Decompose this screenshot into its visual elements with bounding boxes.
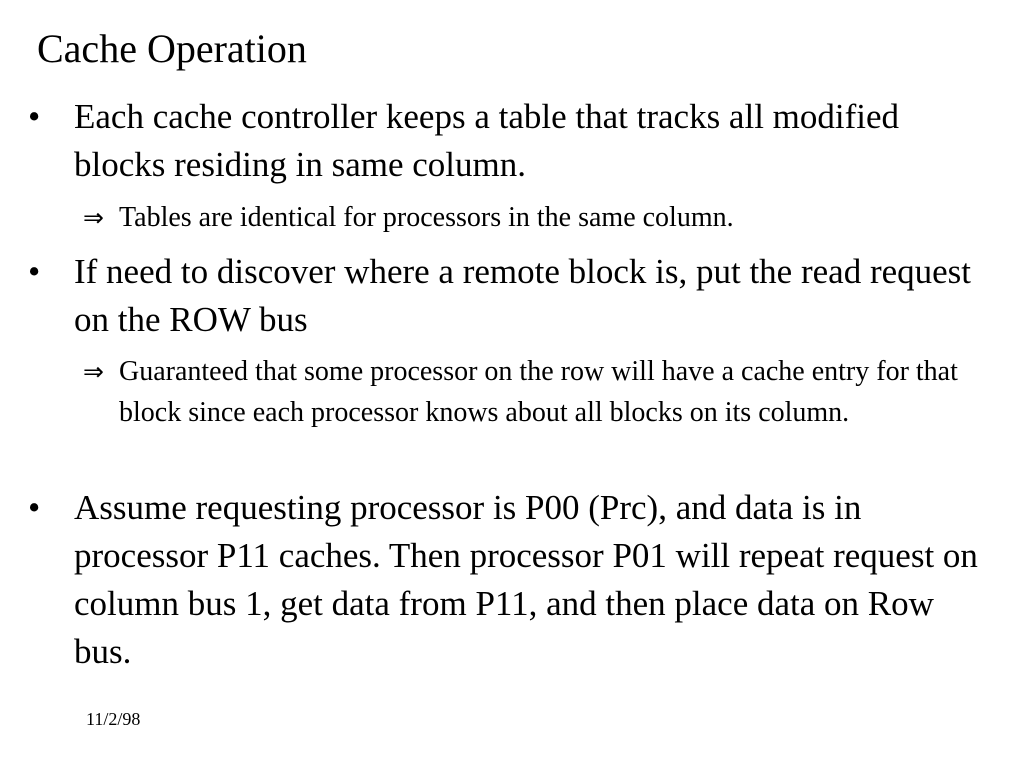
bullet-item bbox=[28, 484, 988, 676]
sub-bullet-item bbox=[83, 197, 963, 238]
footer-date: 11/2/98 bbox=[86, 709, 141, 729]
bullet-icon: • bbox=[28, 252, 41, 291]
bullet-text: Each cache controller keeps a table that tracks all modified blocks residing in same column. bbox=[74, 97, 900, 184]
implies-arrow-icon: ⇒ bbox=[83, 357, 104, 386]
slide-title: Cache Operation bbox=[37, 26, 307, 71]
sub-bullet-text: Guaranteed that some processor on the row will have a cache entry for that block since each processor knows about all blocks on its column. bbox=[119, 356, 958, 428]
sub-bullet-text: Tables are identical for processors in the same column. bbox=[119, 202, 734, 233]
bullet-text: If need to discover where a remote block is, put the read request on the ROW bus bbox=[74, 252, 972, 339]
sub-bullet-item bbox=[83, 351, 963, 433]
bullet-item bbox=[28, 93, 988, 189]
bullet-icon: • bbox=[28, 488, 41, 527]
bullet-item bbox=[28, 248, 988, 344]
bullet-text: Assume requesting processor is P00 (Prc), and data is in processor P11 caches. Then processor P01 will repeat request on column bus 1, get data from P11, and then place data on Row bus. bbox=[74, 488, 978, 671]
bullet-icon: • bbox=[28, 97, 41, 136]
implies-arrow-icon: ⇒ bbox=[83, 203, 104, 232]
